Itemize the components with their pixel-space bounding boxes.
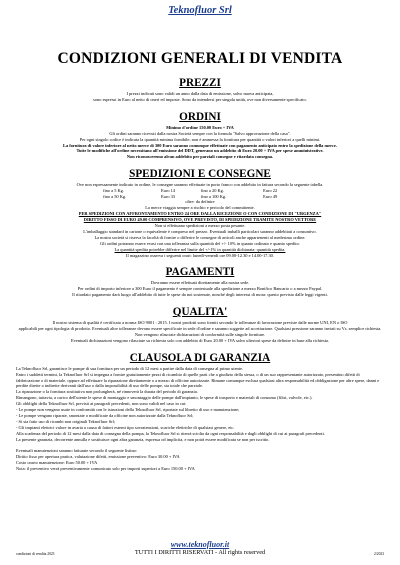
section-heading-pagamenti: PAGAMENTI bbox=[165, 266, 235, 279]
garanzia-paragraph: Eventuali manutenzioni saranno fatturate secondo il seguente listino: bbox=[16, 448, 138, 454]
garanzia-paragraph: Gli obblighi della Teknofluor Srl, previsti ai paragrafi precedenti, non sono validi nel caso in cui: bbox=[16, 401, 187, 407]
pagamenti-line: Per ordini di importo inferiore a 300 Euro il pagamento è sempre contestuale alla spedizione a mezzo Bonifico Bancario o a mezzo Paypal. bbox=[77, 286, 323, 292]
spedizioni-line: Gli ordini potranno essere evasi con una tolleranza sulla quantità del +/- 10% in quanto ordinato e quanto spedito. bbox=[100, 240, 300, 246]
table-cell: fino a 20 Kg. bbox=[200, 188, 224, 194]
spedizioni-intro: Ove non espressamente indicato in ordine, le consegne saranno effettuate in porto franco con addebito in fattura secondo la seguente tabella. bbox=[76, 182, 324, 188]
table-cell: Euro 14 bbox=[160, 188, 176, 194]
garanzia-paragraph: Costo orario manutenzione: Euro 50.00 + IVA bbox=[16, 460, 98, 466]
garanzia-paragraph: - Le pompe vengano riparate, smontate o modificate da officine non autorizzate dalla Teknofluor Srl; bbox=[16, 413, 194, 418]
spedizioni-line: La quantità spedita potrebbe differire nel limite del +/-1% in quantità dichiarata: quantità spedita. bbox=[114, 246, 286, 252]
qualita-line: Il nostro sistema di qualità è certificato a norma ISO 9001 : 2015. I nostri prodotti sono forniti secondo le tolleranze di lavorazione previste dalle norme UNI, EN o ISO bbox=[52, 320, 348, 326]
ordini-line: Gli ordini saranno ricevuti dalla nostra Società sempre con la formula "Salvo approvazione della casa". bbox=[109, 130, 291, 136]
table-cell: fino a 100 Kg. bbox=[200, 193, 227, 199]
garanzia-paragraph: Diritto fisso per apertura pratica, valutazione difetti, emissione preventivo: Euro 30.00 + IVA bbox=[16, 454, 180, 460]
page-title: CONDIZIONI GENERALI DI VENDITA bbox=[57, 50, 343, 67]
section-heading-spedizioni: SPEDIZIONI E CONSEGNE bbox=[129, 168, 271, 181]
website-link[interactable]: www.teknofluor.it bbox=[170, 540, 230, 549]
spedizioni-urgenza: DIRITTO FISSO DI EURO 49.00 COMPRENSIVO, OVE PREVISTO, DI SPEDIZIONE TRAMITE NOSTRO VETTORE bbox=[83, 217, 317, 223]
table-cell: Euro 49 bbox=[263, 193, 278, 199]
spedizioni-line: La nostra società si riserva la facoltà di fornire o differire le consegne di articoli anche appartenenti al medesimo ordine. bbox=[94, 234, 306, 240]
garanzia-paragraph: La presente garanzia, decorrente annulla e sostituisce ogni altra garanzia, espressa od implicita, e non potrà essere modificata se non per iscritto. bbox=[16, 436, 270, 442]
page-footer bbox=[16, 540, 384, 557]
spedizioni-line: Non si effettuano spedizioni a mezzo posta pesante. bbox=[154, 222, 246, 228]
pagamenti-line: Il ritardato pagamento darà luogo all'addebito di tutte le spese da noi sostenute, nonché degli interessi di mora: questo previsto dalle leggi vigenti. bbox=[72, 292, 328, 298]
qualita-line: Eventuali dichiarazioni vengono rilasciate su richiesta solo con addebito di Euro 20.00 + IVA salvo ulteriori spese da definire in base alla richiesta. bbox=[71, 337, 329, 343]
spedizioni-rischio: La merce viaggia sempre a rischio e pericolo del committente. bbox=[145, 205, 255, 211]
section-heading-prezzi: PREZZI bbox=[179, 77, 221, 89]
brand-header[interactable]: Teknofluor Srl bbox=[168, 5, 232, 16]
section-heading-ordini: ORDINI bbox=[179, 110, 221, 123]
section-heading-qualita: QUALITA' bbox=[172, 306, 228, 319]
table-cell: Euro 22 bbox=[263, 188, 278, 194]
ordini-line: Per ogni singolo codice è indicata la quantità minima fornibile; non è ammessa la fornitura per quantità o valori inferiori a quelli minimi. bbox=[79, 136, 321, 142]
garanzia-paragraph: Alla scadenza del periodo di 12 mesi dalla data di consegna della pompa, la Teknofluor Srl si riterrà sciolta da ogni responsabilità e dagli obblighi di cui ai paragrafi precedenti. bbox=[16, 430, 325, 436]
garanzia-paragraph: Rimangono, tuttavia, a carico dell'utente le spese di montaggio e smontaggio delle pompe dall'impianto, le spese di trasporto e materiali di consumo (filtri, valvole, etc.). bbox=[16, 395, 313, 401]
spedizioni-line: L'imballaggio standard in cartone o equivalente è compreso nel prezzo. Eventuali imballi particolari saranno addebitati a consuntivo. bbox=[83, 228, 317, 234]
ordini-minimo: Minimo d'ordine 150.00 Euro + IVA bbox=[166, 124, 234, 130]
qualita-line: applicabili per ogni tipologia di prodotto. Eventuali altre tolleranze devono essere specificate in sede d'ordine e saranno soggette ad accettazione. Qualsiasi pressione saranno inviati su Vs. semplice richiesta. bbox=[18, 326, 382, 332]
footer-left-note: condizioni di vendita 2023 bbox=[16, 552, 55, 556]
garanzia-paragraph: - Gli impianti elettrici valore in avaria a causa di fattori esterni tipo sovratensioni, scariche elettriche di qualsiasi genere, etc. bbox=[16, 424, 235, 430]
table-cell: Euro 33 bbox=[160, 193, 176, 199]
garanzia-paragraph: La Teknofluor Srl, garantisce le pompe di sua fornitura per un periodo di 12 mesi a partire dalla data di consegna al primo utente. bbox=[16, 365, 243, 371]
prezzi-line: sono espressi in Euro al netto di oneri ed imposte. Sono da intendersi per singola unità, ove non diversamente specificato. bbox=[93, 96, 307, 102]
ordini-bold-line: La fornitura di valore inferiore al netto merce di 300 Euro saranno comunque effettuate con pagamento anticipato entro la spedizione della merce. bbox=[63, 142, 337, 148]
qualita-line: Non vengono rilasciate dichiarazioni di conformità sulle singole forniture. bbox=[134, 331, 266, 337]
shipping-rates-table bbox=[100, 188, 300, 199]
garanzia-paragraph: - Le pompe non vengano usate in conformità con le istruzioni della Teknofluor Srl, riportate sul libretto di uso e manutenzione; bbox=[16, 407, 240, 413]
footer-right-note: 2/2023 bbox=[374, 552, 384, 556]
spedizioni-oltre: oltre: da definire bbox=[185, 199, 215, 205]
garanzia-paragraph: La riparazione o la fornitura sostitutiva non prolungherà, né rinnoverà la durata del periodo di garanzia. bbox=[16, 389, 198, 395]
garanzia-paragraph: Nota: il preventivo verrà preventivamente comunicato solo per importi superiori a Euro 150.00 + IVA bbox=[16, 466, 195, 472]
rights-notice: TUTTI I DIRITTI RISERVATI - All rights reserved bbox=[134, 549, 266, 556]
pagamenti-line: Dovranno essere effettuati direttamente alla nostra sede. bbox=[150, 280, 250, 286]
table-cell: fino a 50 Kg. bbox=[103, 193, 127, 199]
garanzia-paragraph: Entro i suddetti termini, la Teknofluor Srl si impegna a fornire gratuitamente pezzi di ricambio di quelle parti che a giudizio della stessa, o di un suo rappresentante autorizzato, presentino difetti di fabbricazione o di materiale, oppure ad effettuare la riparazione direttamente o a mezzo di officine autorizzate. Rimane comunque esclusa qualsiasi altra responsabilità ed obbligazione per altre spese, danni e perdite dirette o indirette derivanti dall'uso o dalla impossibilità di uso delle pompe, sia totale che parziale. bbox=[16, 371, 380, 389]
ordini-bold-line: Non riconosceremo alcun addebito per parziali consegne e ritardata consegna. bbox=[126, 154, 274, 160]
spedizioni-urgenza: PER SPEDIZIONI CON AFFRONTAMENTO ENTRO 24 ORE DALLA RICEZIONE O CON CONDIZIONE DI "URGENZA" bbox=[78, 211, 322, 217]
spedizioni-line: Il magazzino osserva i seguenti orari: lunedì-venerdì ore 09.00-12.30 e 14.00-17.30. bbox=[126, 252, 274, 258]
ordini-bold-line: Tutte le modifiche all'ordine necessitano all'emissione del DDT, generano un addebito di Euro 20.00 + IVA per spese amministrative. bbox=[76, 148, 324, 154]
prezzi-line: I prezzi indicati sono validi un anno dalla data di emissione, salvo nuova anticipata, bbox=[126, 91, 274, 96]
garanzia-paragraph: - Si sia fatto uso di ricambi non originali Teknofluor Srl; bbox=[16, 418, 116, 424]
section-heading-garanzia: CLAUSOLA DI GARANZIA bbox=[129, 351, 271, 364]
table-cell: fino a 5 Kg. bbox=[103, 188, 124, 194]
